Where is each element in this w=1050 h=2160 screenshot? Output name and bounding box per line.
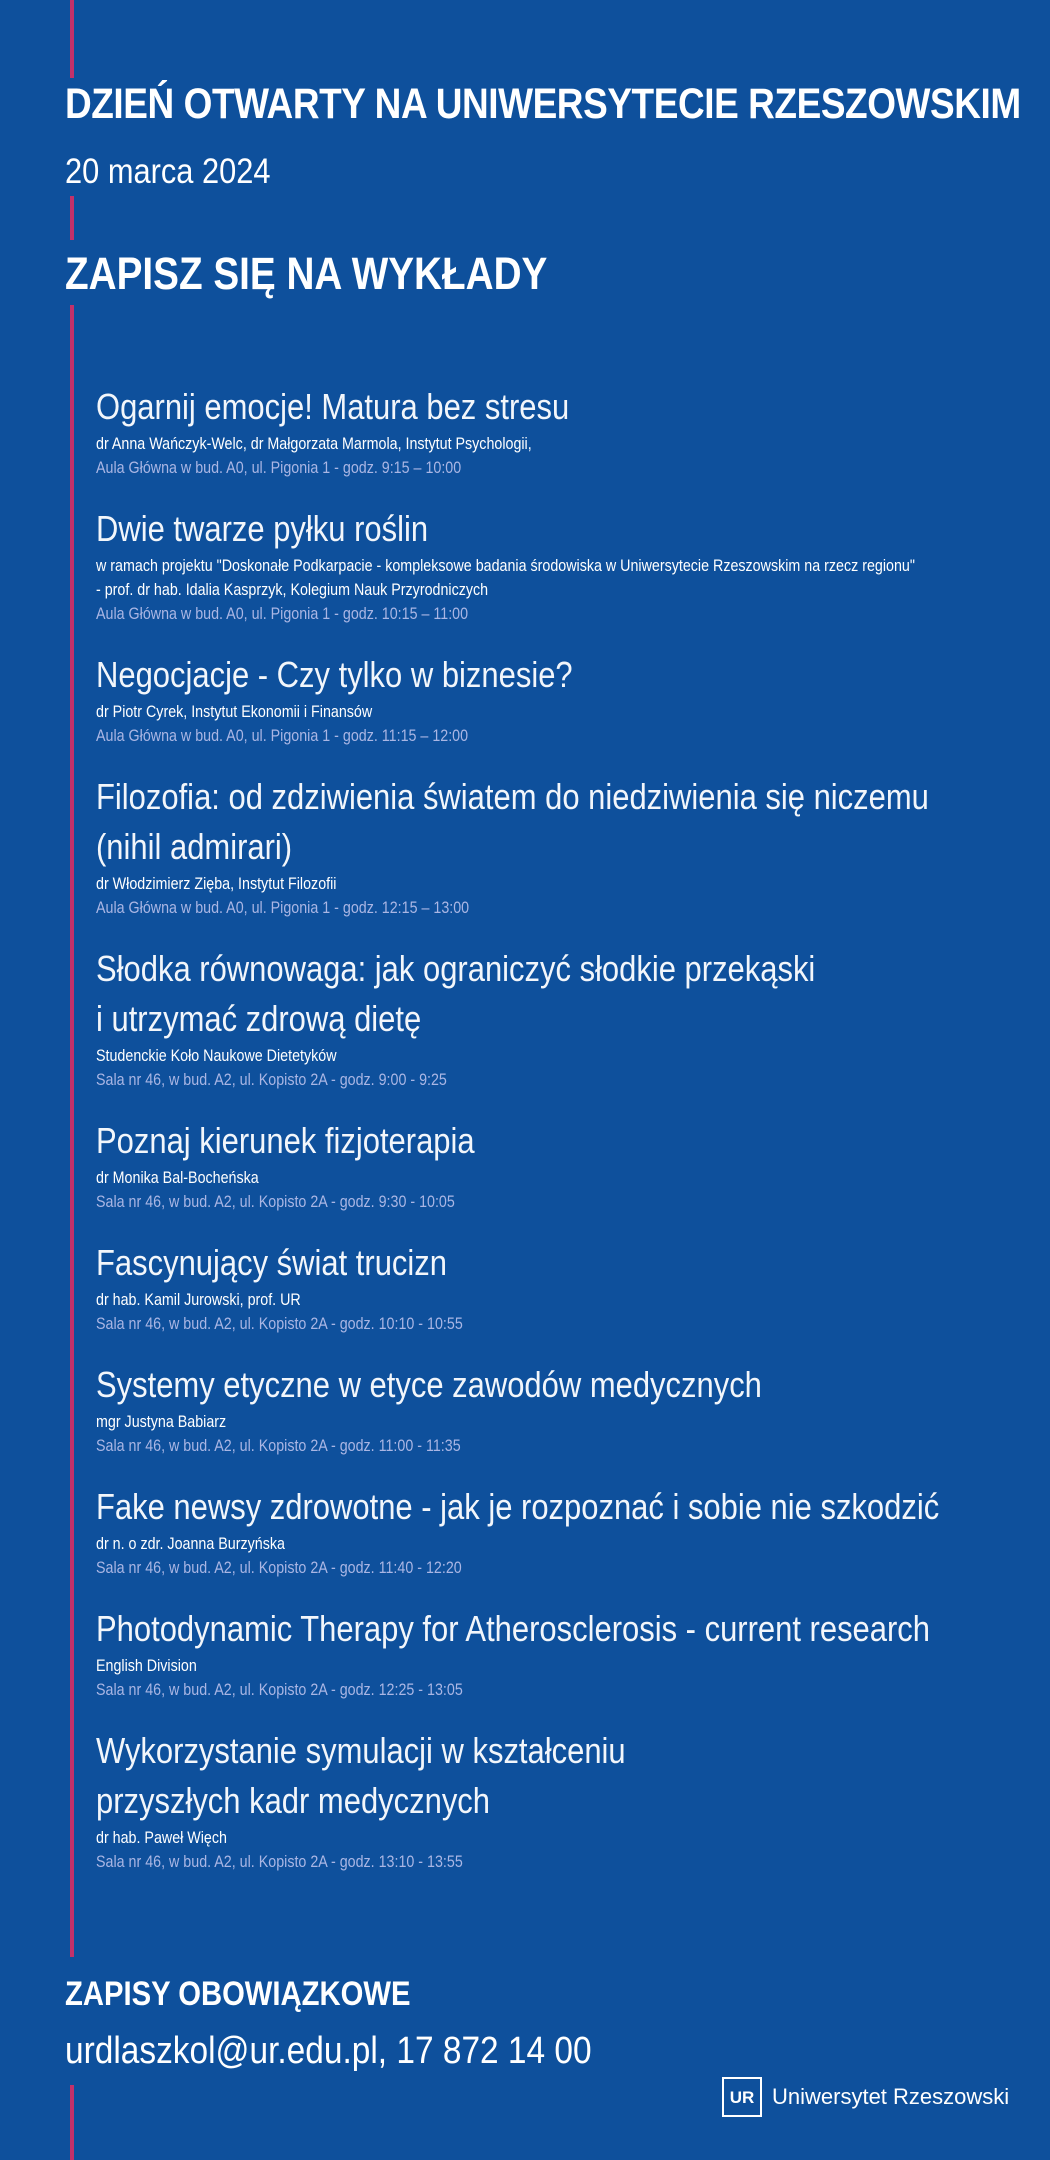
accent-line-main <box>70 305 74 1957</box>
lecture-title-line: (nihil admirari) <box>96 826 293 867</box>
lecture-title-line: Fake newsy zdrowotne - jak je rozpoznać i sobie nie szkodzić <box>96 1486 940 1527</box>
lecture-speaker <box>96 1532 877 1556</box>
lecture-item <box>96 1726 1026 1874</box>
lecture-title <box>96 1482 1025 1532</box>
lecture-speaker <box>96 1410 877 1434</box>
lecture-speaker-line: - prof. dr hab. Idalia Kasprzyk, Kolegium Nauk Przyrodniczych <box>96 580 489 599</box>
lecture-title <box>96 1238 1025 1288</box>
svg-text:UR: UR <box>729 2088 755 2107</box>
lecture-title <box>96 382 1025 432</box>
event-date: 20 marca 2024 <box>65 152 271 191</box>
section-title: ZAPISZ SIĘ NA WYKŁADY <box>65 248 548 299</box>
lecture-speaker-line: dr Piotr Cyrek, Instytut Ekonomii i Finansów <box>96 702 373 721</box>
lecture-title-line: Fascynujący świat trucizn <box>96 1242 448 1283</box>
lecture-list <box>96 382 1026 1898</box>
lecture-title <box>96 650 1025 700</box>
lecture-speaker <box>96 1288 877 1312</box>
lecture-speaker <box>96 872 877 896</box>
accent-line-top <box>70 0 74 78</box>
contact-info[interactable]: urdlaszkol@ur.edu.pl, 17 872 14 00 <box>65 2030 592 2072</box>
lecture-title-line: i utrzymać zdrową dietę <box>96 998 422 1039</box>
lecture-title <box>96 1360 1025 1410</box>
lecture-item <box>96 382 1026 480</box>
lecture-speaker-line: dr Monika Bal-Bocheńska <box>96 1168 259 1187</box>
lecture-location-time: Aula Główna w bud. A0, ul. Pigonia 1 - godz. 9:15 – 10:00 <box>96 458 462 477</box>
lecture-title <box>96 1726 1025 1826</box>
lecture-location-time: Aula Główna w bud. A0, ul. Pigonia 1 - godz. 10:15 – 11:00 <box>96 604 469 623</box>
lecture-location-time: Aula Główna w bud. A0, ul. Pigonia 1 - godz. 12:15 – 13:00 <box>96 898 470 917</box>
lecture-speaker <box>96 554 915 602</box>
lecture-speaker-line: Studenckie Koło Naukowe Dietetyków <box>96 1046 337 1065</box>
lecture-location-time: Sala nr 46, w bud. A2, ul. Kopisto 2A - godz. 10:10 - 10:55 <box>96 1314 463 1333</box>
lecture-item <box>96 650 1026 748</box>
university-name: Uniwersytet Rzeszowski <box>772 2084 1010 2109</box>
lecture-title-line: Negocjacje - Czy tylko w biznesie? <box>96 654 573 695</box>
lecture-speaker <box>96 432 877 456</box>
lecture-speaker <box>96 1044 877 1068</box>
accent-line-mid <box>70 196 74 240</box>
lecture-title-line: Systemy etyczne w etyce zawodów medycznych <box>96 1364 762 1405</box>
lecture-title-line: Filozofia: od zdziwienia światem do niedziwienia się niczemu <box>96 776 929 817</box>
lecture-title <box>96 504 1025 554</box>
lecture-title <box>96 1604 1025 1654</box>
lecture-location-time: Sala nr 46, w bud. A2, ul. Kopisto 2A - godz. 11:00 - 11:35 <box>96 1436 461 1455</box>
lecture-location-time: Sala nr 46, w bud. A2, ul. Kopisto 2A - godz. 12:25 - 13:05 <box>96 1680 463 1699</box>
lecture-title-line: Słodka równowaga: jak ograniczyć słodkie przekąski <box>96 948 816 989</box>
lecture-speaker-line: dr n. o zdr. Joanna Burzyńska <box>96 1534 285 1553</box>
lecture-title-line: Ogarnij emocje! Matura bez stresu <box>96 386 570 427</box>
lecture-title-line: Dwie twarze pyłku roślin <box>96 508 429 549</box>
lecture-item <box>96 1604 1026 1702</box>
lecture-speaker-line: English Division <box>96 1656 197 1675</box>
lecture-speaker-line: dr hab. Paweł Więch <box>96 1828 227 1847</box>
accent-line-bottom <box>70 2085 74 2160</box>
lecture-speaker-line: w ramach projektu "Doskonałe Podkarpacie - kompleksowe badania środowiska w Uniwersytecie Rzeszowskim na rzecz regionu" <box>96 556 915 575</box>
lecture-item <box>96 944 1026 1092</box>
lecture-location-time: Sala nr 46, w bud. A2, ul. Kopisto 2A - godz. 11:40 - 12:20 <box>96 1558 462 1577</box>
lecture-item <box>96 504 1026 626</box>
footer-title: ZAPISY OBOWIĄZKOWE <box>65 1975 411 2013</box>
lecture-item <box>96 1482 1026 1580</box>
lecture-title <box>96 944 1025 1044</box>
lecture-speaker <box>96 1654 877 1678</box>
lecture-speaker <box>96 1826 877 1850</box>
lecture-title <box>96 772 1025 872</box>
lecture-speaker-line: dr Anna Wańczyk-Welc, dr Małgorzata Marmola, Instytut Psychologii, <box>96 434 532 453</box>
lecture-speaker <box>96 700 877 724</box>
lecture-item <box>96 772 1026 920</box>
lecture-speaker <box>96 1166 877 1190</box>
lecture-speaker-line: mgr Justyna Babiarz <box>96 1412 227 1431</box>
lecture-location-time: Sala nr 46, w bud. A2, ul. Kopisto 2A - godz. 9:00 - 9:25 <box>96 1070 447 1089</box>
lecture-title-line: Photodynamic Therapy for Atherosclerosis - current research <box>96 1608 931 1649</box>
lecture-title-line: Poznaj kierunek fizjoterapia <box>96 1120 475 1161</box>
university-logo <box>722 2075 1009 2119</box>
lecture-title-line: Wykorzystanie symulacji w kształceniu <box>96 1730 626 1771</box>
lecture-speaker-line: dr Włodzimierz Zięba, Instytut Filozofii <box>96 874 337 893</box>
lecture-speaker-line: dr hab. Kamil Jurowski, prof. UR <box>96 1290 301 1309</box>
lecture-location-time: Aula Główna w bud. A0, ul. Pigonia 1 - godz. 11:15 – 12:00 <box>96 726 469 745</box>
lecture-location-time: Sala nr 46, w bud. A2, ul. Kopisto 2A - godz. 9:30 - 10:05 <box>96 1192 455 1211</box>
lecture-item <box>96 1238 1026 1336</box>
lecture-item <box>96 1116 1026 1214</box>
logo-mark-svg <box>727 2086 757 2108</box>
lecture-title <box>96 1116 1025 1166</box>
lecture-title-line: przyszłych kadr medycznych <box>96 1780 491 1821</box>
university-logo-icon <box>722 2077 762 2117</box>
page-title: DZIEŃ OTWARTY NA UNIWERSYTECIE RZESZOWSKIM <box>65 80 1021 128</box>
lecture-item <box>96 1360 1026 1458</box>
lecture-location-time: Sala nr 46, w bud. A2, ul. Kopisto 2A - godz. 13:10 - 13:55 <box>96 1852 463 1871</box>
